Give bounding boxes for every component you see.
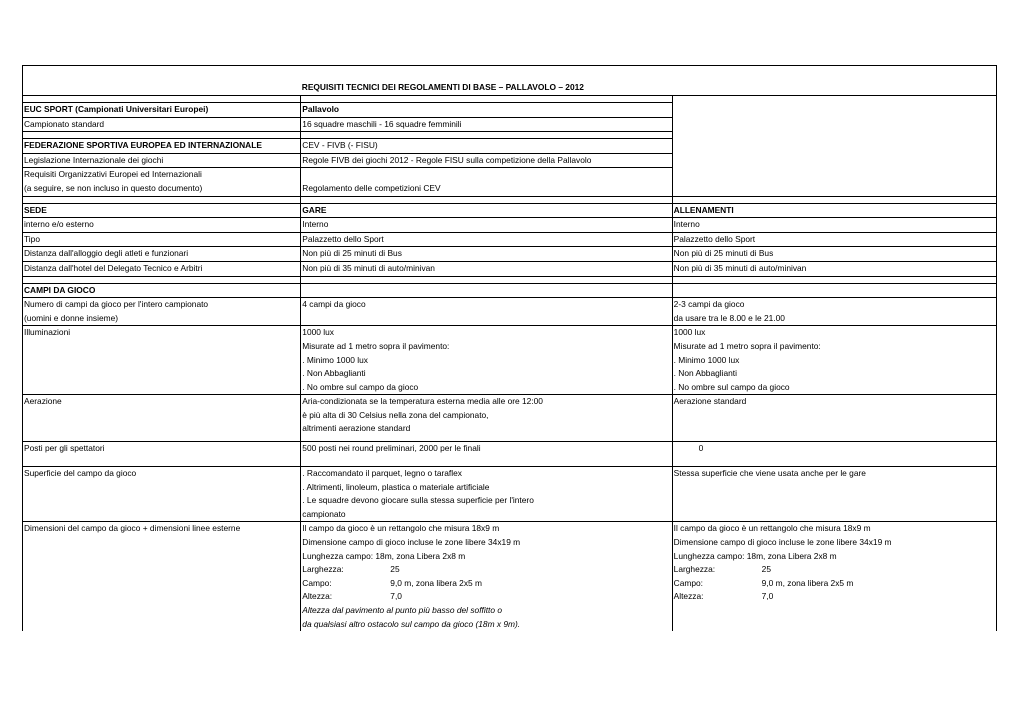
illum-gare-3: . Minimo 1000 lux — [302, 354, 368, 365]
aerazione-label: Aerazione — [23, 395, 301, 442]
illum-all-1: 1000 lux — [673, 327, 706, 338]
row-federazione — [23, 139, 997, 154]
dim-gare-altezza: Altezza: 7,0 — [302, 591, 402, 602]
row-tipo — [23, 232, 997, 247]
numero-allenamenti-2: da usare tra le 8.00 e le 21.00 — [673, 312, 785, 323]
euc-value: Pallavolo — [301, 103, 672, 118]
interno-gare: Interno — [301, 218, 672, 233]
aerazione-gare-1: Aria-condizionata se la temperatura esterna media alle ore 12:00 — [302, 396, 543, 407]
illum-all-5: . No ombre sul campo da gioco — [673, 381, 790, 392]
superficie-gare-1: . Raccomandato il parquet, legno o taraflex — [302, 468, 462, 479]
row-illuminazioni — [23, 326, 997, 395]
row-posti — [23, 442, 997, 467]
aerazione-gare-3: altrimenti aerazione standard — [302, 423, 411, 434]
superficie-gare-3: . Le squadre devono giocare sulla stessa superficie per l'intero — [302, 495, 534, 506]
row-distanza-atleti — [23, 247, 997, 262]
requisiti-label-1: Requisiti Organizzativi Europei ed Internazionali — [24, 169, 202, 180]
row-sede-header — [23, 203, 997, 218]
illum-all-2: Misurate ad 1 metro sopra il pavimento: — [673, 340, 821, 351]
illum-all-3: . Minimo 1000 lux — [673, 354, 740, 365]
dim-gare-2: Dimensione campo di gioco incluse le zone libere 34x19 m — [302, 537, 521, 548]
row-superficie — [23, 467, 997, 522]
superficie-gare-2: . Altrimenti, linoleum, plastica o materiale artificiale — [302, 481, 490, 492]
illuminazioni-label: Illuminazioni — [23, 326, 301, 395]
posti-label: Posti per gli spettatori — [23, 442, 301, 467]
row-dimensioni — [23, 522, 997, 631]
distanza1-label: Distanza dall'alloggio degli atleti e funzionari — [23, 247, 301, 262]
posti-gare: 500 posti nei round preliminari, 2000 per le finali — [301, 442, 672, 467]
illum-all-4: . Non Abbaglianti — [673, 368, 737, 379]
row-euc — [23, 103, 997, 118]
distanza2-label: Distanza dall'hotel del Delegato Tecnico e Arbitri — [23, 261, 301, 276]
dim-all-3: Lunghezza campo: 18m, zona Libera 2x8 m — [673, 550, 837, 561]
illum-gare-1: 1000 lux — [302, 327, 334, 338]
dim-gare-larghezza: Larghezza: 25 — [302, 564, 400, 575]
tipo-gare: Palazzetto dello Sport — [301, 232, 672, 247]
row-numero — [23, 298, 997, 326]
distanza2-allenamenti: Non più di 35 minuti di auto/minivan — [672, 261, 996, 276]
distanza1-allenamenti: Non più di 25 minuti di Bus — [672, 247, 996, 262]
dimensioni-label: Dimensioni del campo da gioco + dimensioni linee esterne — [23, 522, 301, 631]
numero-label-2: (uomini e donne insieme) — [24, 312, 119, 323]
row-distanza-delegato — [23, 261, 997, 276]
distanza2-gare: Non più di 35 minuti di auto/minivan — [301, 261, 672, 276]
document-title: REQUISITI TECNICI DEI REGOLAMENTI DI BASE – PALLAVOLO – 2012 — [301, 66, 997, 96]
legislazione-value: Regole FIVB dei giochi 2012 - Regole FISU sulla competizione della Pallavolo — [301, 153, 672, 168]
aerazione-gare-2: è più alta di 30 Celsius nella zona del campionato, — [302, 409, 489, 420]
interno-label: interno e/o esterno — [23, 218, 301, 233]
requisiti-label-2: (a seguire, se non incluso in questo documento) — [24, 182, 203, 193]
row-campi-header — [23, 283, 997, 298]
dim-gare-note-2: da qualsiasi altro ostacolo sul campo da gioco (18m x 9m). — [302, 618, 521, 629]
illum-gare-5: . No ombre sul campo da gioco — [302, 381, 419, 392]
row-campionato — [23, 117, 997, 132]
illum-gare-2: Misurate ad 1 metro sopra il pavimento: — [302, 340, 450, 351]
numero-label-1: Numero di campi da gioco per l'intero campionato — [24, 299, 209, 310]
row-legislazione — [23, 153, 997, 168]
dim-all-campo: Campo: 9,0 m, zona libera 2x5 m — [673, 577, 854, 588]
allenamenti-header: ALLENAMENTI — [672, 203, 996, 218]
dim-gare-3: Lunghezza campo: 18m, zona Libera 2x8 m — [302, 550, 466, 561]
aerazione-allenamenti: Aerazione standard — [672, 395, 996, 442]
federazione-value: CEV - FIVB (- FISU) — [301, 139, 672, 154]
spreadsheet — [22, 65, 997, 631]
numero-allenamenti-1: 2-3 campi da gioco — [673, 299, 745, 310]
dim-gare-campo: Campo: 9,0 m, zona libera 2x5 m — [302, 577, 482, 588]
superficie-label: Superficie del campo da gioco — [23, 467, 301, 522]
campionato-value: 16 squadre maschili - 16 squadre femminili — [301, 117, 672, 132]
dim-all-larghezza: Larghezza: 25 — [673, 564, 771, 575]
requisiti-value: Regolamento delle competizioni CEV — [301, 168, 672, 196]
tipo-label: Tipo — [23, 232, 301, 247]
title-row — [23, 66, 997, 96]
campionato-label: Campionato standard — [23, 117, 301, 132]
posti-allenamenti: 0 — [672, 442, 996, 467]
tipo-allenamenti: Palazzetto dello Sport — [672, 232, 996, 247]
distanza1-gare: Non più di 25 minuti di Bus — [301, 247, 672, 262]
dim-gare-1: Il campo da gioco è un rettangolo che misura 18x9 m — [302, 523, 500, 534]
superficie-gare-4: campionato — [302, 508, 346, 519]
numero-gare: 4 campi da gioco — [301, 298, 672, 326]
illum-gare-4: . Non Abbaglianti — [302, 368, 366, 379]
federazione-label: FEDERAZIONE SPORTIVA EUROPEA ED INTERNAZIONALE — [23, 139, 301, 154]
gare-header: GARE — [301, 203, 672, 218]
superficie-allenamenti: Stessa superficie che viene usata anche per le gare — [672, 467, 996, 522]
dim-gare-note-1: Altezza dal pavimento al punto più basso del soffitto o — [302, 605, 503, 615]
interno-allenamenti: Interno — [672, 218, 996, 233]
row-interno — [23, 218, 997, 233]
row-aerazione — [23, 395, 997, 442]
legislazione-label: Legislazione Internazionale dei giochi — [23, 153, 301, 168]
sede-header: SEDE — [23, 203, 301, 218]
requirements-table — [22, 65, 997, 631]
dim-all-2: Dimensione campo di gioco incluse le zone libere 34x19 m — [673, 537, 892, 548]
euc-label: EUC SPORT (Campionati Universitari Europei) — [23, 103, 301, 118]
dim-all-1: Il campo da gioco è un rettangolo che misura 18x9 m — [673, 523, 871, 534]
row-requisiti — [23, 168, 997, 196]
dim-all-altezza: Altezza: 7,0 — [673, 591, 774, 602]
campi-header: CAMPI DA GIOCO — [23, 283, 301, 298]
